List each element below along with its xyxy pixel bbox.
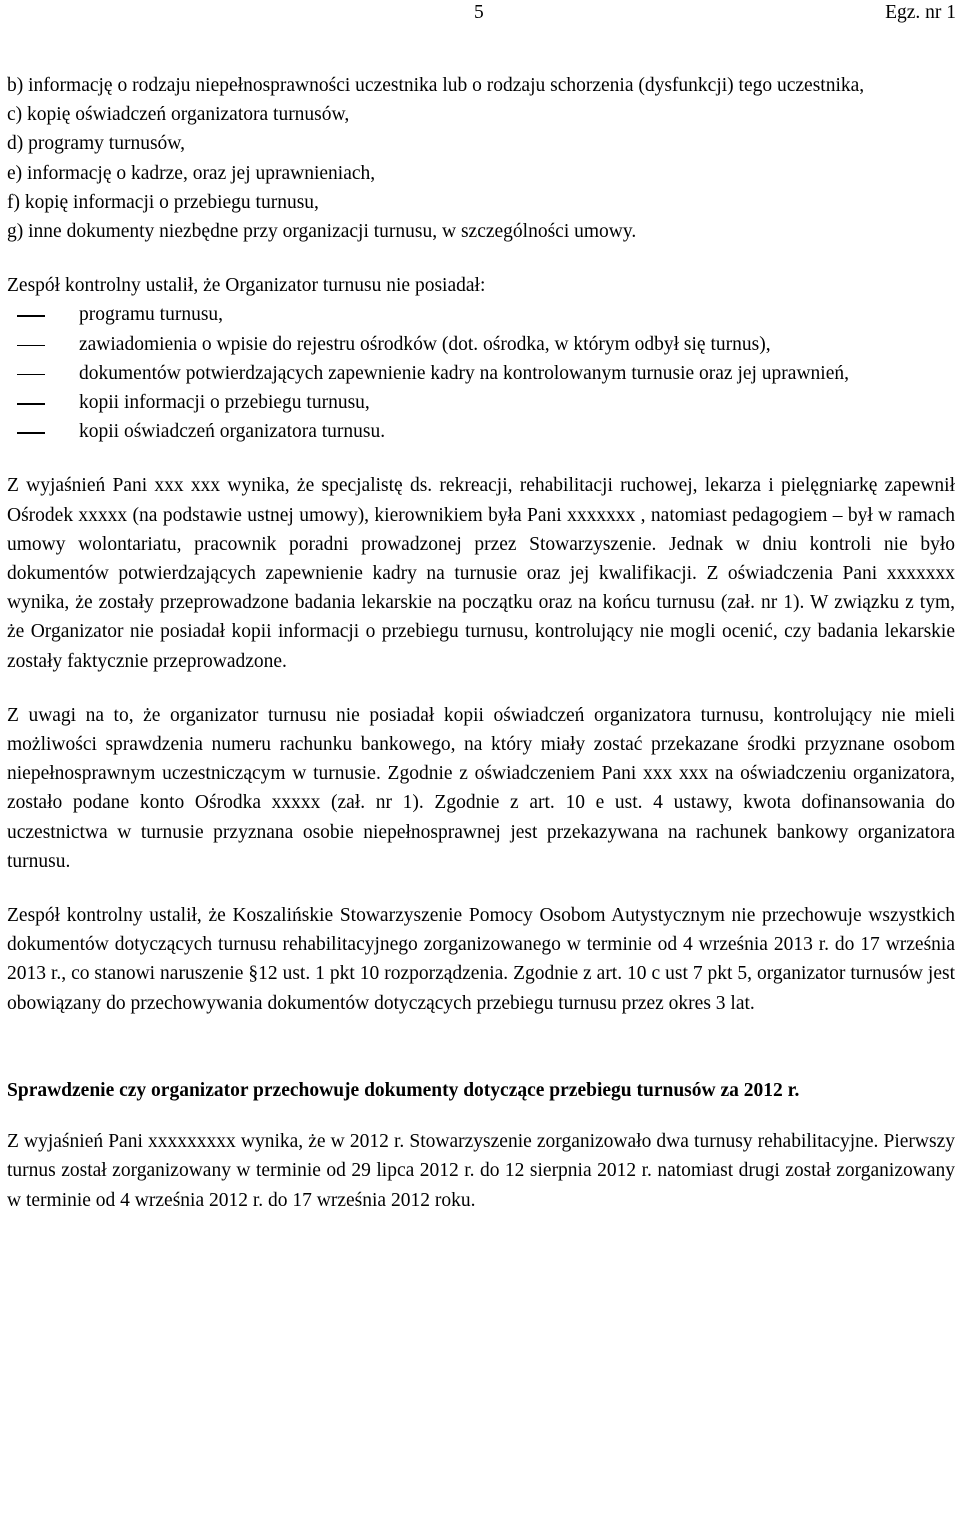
document-body (7, 71, 955, 1215)
findings-list-item: programu turnusu, (79, 304, 224, 326)
section-heading: Sprawdzenie czy organizator przechowuje dokumenty dotyczące przebiegu turnusów za 2012 r. (7, 1079, 800, 1101)
intro-list (7, 71, 955, 246)
intro-list-item: e) informację o kadrze, oraz jej uprawnieniach, (7, 162, 376, 184)
findings-lead: Zespół kontrolny ustalił, że Organizator turnusu nie posiadał: (7, 275, 486, 297)
page-number: 5 (474, 2, 484, 23)
findings-list-item: dokumentów potwierdzających zapewnienie kadry na kontrolowanym turnusie oraz jej uprawnień, (79, 362, 849, 384)
body-paragraph: Z wyjaśnień Pani xxx xxx wynika, że specjalistę ds. rekreacji, rehabilitacji ruchowej, lekarza i pielęgniarkę zapewnił Ośrodek xxxxx (na podstawie ustnej umowy), kierownikiem była Pani xxxxxxx , natomiast pedagogiem – był w ramach umowy wolontariatu, pracownik poradni prowadzonej przez Stowarzyszenie. Jednak w dniu kontroli nie było dokumentów potwierdzających zapewnienie kadry na turnusie oraz jej kwalifikacji. Z oświadczenia Pani xxxxxxx wynika, że zostały przeprowadzone badania lekarskie na początku oraz na końcu turnusu (zał. nr 1). W związku z tym, że Organizator nie posiadał kopii informacji o przebiegu turnusu, kontrolujący nie mogli ocenić, czy badania lekarskie zostały faktycznie przeprowadzone. (7, 475, 955, 672)
intro-list-item: b) informację o rodzaju niepełnosprawności uczestnika lub o rodzaju schorzenia (dysfunkcji) tego uczestnika, (7, 75, 865, 96)
page-header (0, 0, 960, 28)
intro-list-item: g) inne dokumenty niezbędne przy organizacji turnusu, w szczególności umowy. (7, 221, 637, 243)
copy-number-label: Egz. nr 1 (885, 2, 956, 23)
body-paragraph: Z wyjaśnień Pani xxxxxxxxx wynika, że w 2012 r. Stowarzyszenie zorganizowało dwa turnusy rehabilitacyjne. Pierwszy turnus został zorganizowany w terminie od 29 lipca 2012 r. do 12 sierpnia 2012 r. natomiast drugi został zorganizowany w terminie od 4 września 2012 r. do 17 września 2012 roku. (7, 1131, 955, 1211)
findings-list-item: zawiadomienia o wpisie do rejestru ośrodków (dot. ośrodka, w którym odbył się turnus), (79, 333, 771, 355)
intro-list-item: f) kopię informacji o przebiegu turnusu, (7, 191, 319, 213)
intro-list-item: d) programy turnusów, (7, 133, 185, 155)
body-paragraph: Zespół kontrolny ustalił, że Koszalińskie Stowarzyszenie Pomocy Osobom Autystycznym nie przechowuje wszystkich dokumentów dotyczących turnusu rehabilitacyjnego zorganizowanego w terminie od 4 września 2013 r. do 17 września 2013 r., co stanowi naruszenie §12 ust. 1 pkt 10 rozporządzenia. Zgodnie z art. 10 c ust 7 pkt 5, organizator turnusów jest obowiązany do przechowywania dokumentów dotyczących przebiegu turnusu przez okres 3 lat. (7, 905, 955, 1014)
findings-list-item: kopii informacji o przebiegu turnusu, (79, 392, 370, 414)
findings-list (7, 300, 955, 446)
body-paragraph: Z uwagi na to, że organizator turnusu nie posiadał kopii oświadczeń organizatora turnusu, kontrolujący nie mieli możliwości sprawdzenia numeru rachunku bankowego, na który miały zostać przekazane środki przyznane osobom niepełnosprawnym uczestniczącym w turnusie. Zgodnie z oświadczeniem Pani xxx xxx na oświadczeniu organizatora, zostało podane konto Ośrodka xxxxx (zał. nr 1). Zgodnie z art. 10 e ust. 4 ustawy, kwota dofinansowania do uczestnictwa w turnusie przyznana osobie niepełnosprawnej jest przekazywana na rachunek bankowy organizatora turnusu. (7, 704, 955, 872)
findings-list-item: kopii oświadczeń organizatora turnusu. (79, 421, 386, 443)
intro-list-item: c) kopię oświadczeń organizatora turnusów, (7, 104, 350, 126)
